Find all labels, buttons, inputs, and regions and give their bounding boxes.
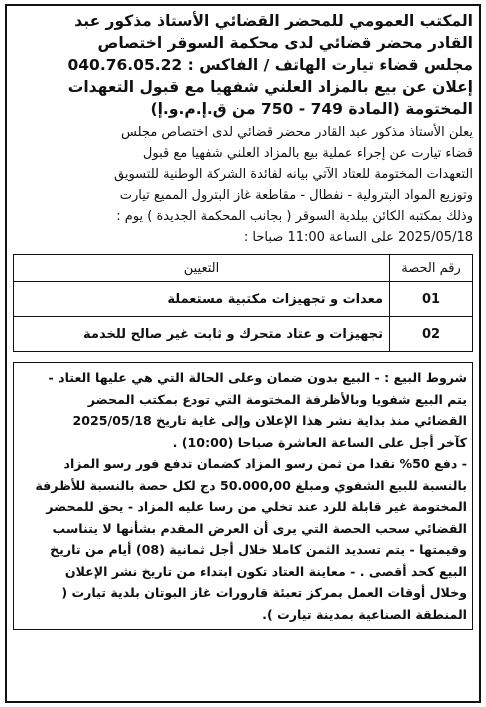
table-row — [14, 282, 473, 317]
lots-table — [13, 254, 473, 352]
sale-conditions — [13, 362, 473, 630]
table-row — [14, 317, 473, 352]
lot-number: 02 — [390, 317, 473, 352]
header-line: المكتب العمومي للمحضر القضائي الأستاذ مذكور عبد — [74, 12, 473, 30]
header-line: القادر محضر قضائي لدى محكمة السوقر اختصاص — [97, 34, 473, 52]
notice-header — [13, 10, 473, 120]
lot-description: تجهيزات و عتاد متحرك و ثابت غير صالح للخدمة — [14, 317, 390, 352]
conditions-line: وخلال أوقات العمل بمركز تعبئة قارورات غاز البوتان بلدية تيارت ( — [61, 585, 467, 600]
intro-line: التعهدات المختومة للعتاد الآتي بيانه لفائدة الشركة الوطنية للتسويق — [114, 167, 473, 182]
header-line: المختومة (المادة 749 - 750 من ق.إ.م.و.إ) — [150, 100, 473, 118]
header-line: إعلان عن بيع بالمزاد العلني شفهيا مع قبول التعهدات — [67, 78, 473, 96]
notice-frame — [5, 4, 481, 703]
header-line: مجلس قضاء تيارت الهاتف / الفاكس : 040.76.05.22 — [67, 56, 473, 74]
lot-description: معدات و تجهيزات مكتبية مستعملة — [14, 282, 390, 317]
conditions-line: شروط البيع : - البيع بدون ضمان وعلى الحالة التي هي عليها العتاد - — [48, 370, 467, 385]
conditions-line: - دفع 50% نقدا من ثمن رسو المزاد كضمان تدفع فور رسو المزاد — [63, 456, 467, 471]
conditions-line: المختومة غير قابلة للرد عند تخلي من رسا عليه المزاد - يحق للمحضر — [46, 499, 467, 514]
lot-number-header: رقم الحصة — [390, 255, 473, 282]
conditions-line: بالنسبة للبيع الشفوي ومبلغ 50.000,00 دج لكل حصة بالنسبة للأظرفة — [35, 477, 467, 493]
conditions-line: البيع كحد أقصى . - معاينة العتاد تكون ابتداء من تاريخ نشر الإعلان — [64, 563, 467, 579]
conditions-line: كآخر أجل على الساعة العاشرة صباحا (10:00) . — [172, 434, 467, 450]
conditions-line: المنطقة الصناعية بمدينة تيارت ). — [262, 606, 467, 622]
table-header-row — [14, 255, 473, 282]
intro-line: 2025/05/18 على الساعة 11:00 صباحا : — [243, 230, 473, 245]
conditions-line: وقيمتها - يتم تسديد الثمن كاملا خلال أجل ثمانية (08) أيام من تاريخ — [50, 542, 467, 557]
notice-intro — [13, 122, 473, 248]
intro-line: وذلك بمكتبه الكائن ببلدية السوقر ( بجانب المحكمة الجديدة ) يوم : — [116, 209, 473, 224]
intro-line: وتوزيع المواد البترولية - نفطال - مقاطعة غاز البترول المميع تيارت — [119, 188, 473, 203]
lot-description-header: التعيين — [14, 255, 390, 282]
lot-number: 01 — [390, 282, 473, 317]
conditions-line: القضائي منذ بداية نشر هذا الإعلان وإلى غاية تاريخ 2025/05/18 — [72, 413, 467, 428]
conditions-line: القضائي سحب الحصة التي يرى أن العرض المقدم بشأنها لا يتناسب — [52, 520, 467, 536]
intro-line: قضاء تيارت عن إجراء عملية بيع بالمزاد العلني شفهيا مع قبول — [142, 146, 473, 161]
conditions-line: يتم البيع شفويا وبالأظرفة المختومة التي تودع بمكتب المحضر — [87, 391, 467, 407]
intro-line: يعلن الأستاذ مذكور عبد القادر محضر قضائي لدى اختصاص مجلس — [121, 125, 473, 140]
